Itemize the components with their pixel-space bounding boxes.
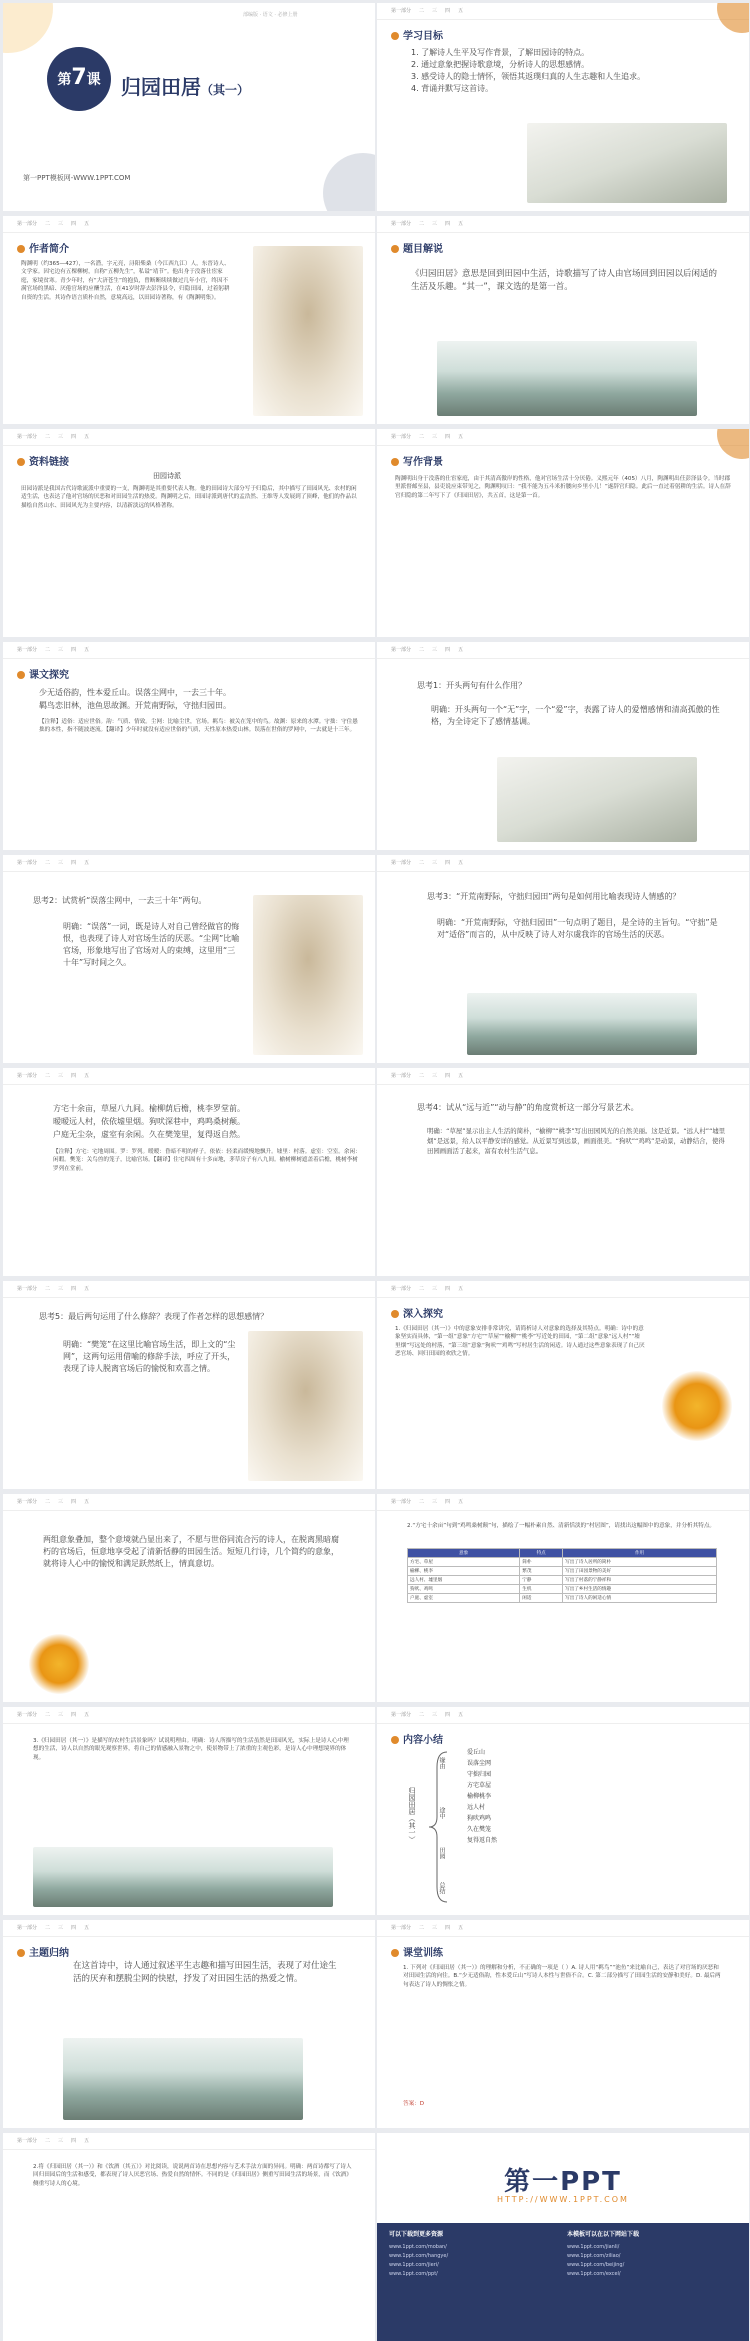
nav-tabs: 第一部分 二 三 四 五 <box>17 860 90 866</box>
table-cell: 方宅、草屋 <box>408 1558 520 1567</box>
nav-tabs: 第一部分 二 三 四 五 <box>391 1712 464 1718</box>
table-row <box>408 1594 717 1603</box>
bullet-icon <box>391 1736 399 1744</box>
slide-header <box>377 1494 749 1511</box>
answer: 明确：“开荒南野际，守拙归园田”一句点明了题目，是全诗的主旨句。“守拙”是对“适俗”而言的，从中反映了诗人对尔虞我诈的官场生活的厌恶。 <box>437 918 718 939</box>
section-title: 题目解说 <box>391 240 443 255</box>
link-item[interactable]: www.1ppt.com/hangye/ <box>389 2253 449 2259</box>
section-title: 写作背景 <box>391 453 443 468</box>
poem-line: 暧暧远人村，依依墟里烟。狗吠深巷中，鸡鸣桑树颠。 <box>53 1117 245 1126</box>
slide-analysis[interactable] <box>3 1494 375 1702</box>
slide-header <box>377 642 749 659</box>
landscape-illustration <box>527 123 727 203</box>
slide-question-6[interactable] <box>3 1707 375 1915</box>
accent-circle <box>3 3 53 53</box>
mindmap-branch: 途中 <box>438 1807 445 1819</box>
poet-portrait <box>253 246 363 416</box>
table-cell: 狗吠、鸡鸣 <box>408 1585 520 1594</box>
nav-tabs: 第一部分 二 三 四 五 <box>391 860 464 866</box>
nav-tabs: 第一部分 二 三 四 五 <box>17 2138 90 2144</box>
goal-list <box>411 47 731 95</box>
link-item[interactable]: www.1ppt.com/ppt/ <box>389 2271 438 2277</box>
link-item[interactable]: www.1ppt.com/beijing/ <box>567 2262 625 2268</box>
slide-question-4[interactable] <box>377 1068 749 1276</box>
goal-item: 3. 感受诗人的隐士情怀，领悟其返璞归真的人生志趣和人生追求。 <box>411 72 646 81</box>
slide-reference[interactable] <box>3 429 375 637</box>
reference-text: 田园诗派是我国古代诗歌流派中重要的一支，陶渊明是其重要代表人物。他的田园诗大部分写于归隐后，其中描写了田园风光、农村的闲适生活，也表达了他对官场的厌恶和对田园生活的热爱。陶渊明之后，田园诗派到唐代的孟浩然、王维等人发展到了顶峰，他们的作品以描绘自然山水、田园风光为主要内容，以清新淡远的风格著称。 <box>21 486 357 509</box>
goal-item: 2. 通过意象把握诗歌意境，分析诗人的思想感情。 <box>411 60 590 69</box>
answer: 明确：“草屋”显示出主人生活的简朴，“榆柳”“桃李”写出田园风光的自然美丽。这是近景。“远人村”“墟里烟”是远景，给人以平静安详的感觉。从近景写到远景，画面很美。“狗吠”“鸡鸣”是动景，动静结合，使得田园画面活了起来，富有农村生活气息。 <box>427 1127 726 1155</box>
analysis-text: 两组意象叠加，整个意境就凸显出来了，不愿与世俗同流合污的诗人，在脱离黑暗腐朽的官场后，恒意地享受起了清新恬静的田园生活。短短几行诗，几个简约的意象，就将诗人心中的愉悦和满足跃然纸上，情真意切。 <box>43 1535 339 1568</box>
slide-header <box>3 642 375 659</box>
accent-circle <box>323 153 375 211</box>
question: 思考4：试从“远与近”“动与静”的角度赏析这一部分写景艺术。 <box>417 1103 639 1112</box>
explore-text: 1.《归园田居（其一）》中的意象安排非常讲究，请简析诗人对意象的选择及其特点。明确：诗中的意象坚实而具体，“第一组”意象“方宅”“草屋”“榆柳”“桃李”写近处的田园，“第二组”意象“远人村”“墟里烟”写远处的村落，“第三组”意象“狗吠”“鸡鸣”写村居生活的闲适。诗人通过这些意象表现了自己厌恶官场、回归田园的欢欣之情。 <box>395 1326 645 1358</box>
table-header-row <box>408 1549 717 1558</box>
nav-tabs: 第一部分 二 三 四 五 <box>17 1073 90 1079</box>
slide-exercise[interactable] <box>377 1920 749 2128</box>
answer: 明确：“樊笼”在这里比喻官场生活，即上文的“尘网”，这两句运用借喻的修辞手法，呼应了开头，表现了诗人脱离官场后的愉悦和欢喜之情。 <box>63 1340 236 1373</box>
table-cell: 榆柳、桃李 <box>408 1567 520 1576</box>
table-cell: 写出了田园景物的美好 <box>563 1567 717 1576</box>
village-illustration <box>467 993 697 1055</box>
slide-header <box>377 1068 749 1085</box>
table-cell: 写出了村落的宁静祥和 <box>563 1576 717 1585</box>
nav-tabs: 第一部分 二 三 四 五 <box>391 434 464 440</box>
exercise-text: 1. 下列对《归园田居（其一）》的理解和分析，不正确的一项是（ ）A. 诗人用“羁鸟”“池鱼”来比喻自己，表达了对官场的厌恶和对田园生活的向往。B.“少无适俗韵，性本爱丘山”写诗人本性与世俗不合。C. 第二部分描写了田园生活的安静和美好。D. 最后两句表达了诗人的惆怅之情。 <box>403 1965 721 1988</box>
slide-header <box>3 429 375 446</box>
slide-question-3[interactable] <box>377 855 749 1063</box>
mindmap-item: 爱丘山 <box>467 1749 486 1756</box>
nav-tabs: 第一部分 二 三 四 五 <box>17 1499 90 1505</box>
mindmap-item: 榆柳桃李 <box>467 1793 492 1800</box>
poem-notes: 【注释】方宅：宅地周围。罗：罗列。暧暧：昏暗不明的样子。依依：轻柔而缓慢地飘升。墟里：村落。虚室：空室。余闲：闲暇。樊笼：关鸟兽的笼子，比喻官场。【翻译】住宅四周有十多亩地，茅草房子有八九间。榆树柳树遮盖着后檐，桃树李树罗列在堂前。 <box>53 1149 361 1172</box>
slide-title-explain[interactable] <box>377 216 749 424</box>
imagery-table <box>407 1548 717 1603</box>
brand-logo: 第一PPT <box>504 2167 622 2197</box>
table-cell: 写出了诗人居所的简朴 <box>563 1558 717 1567</box>
question: 思考5：最后两句运用了什么修辞？表现了作者怎样的思想感情？ <box>39 1312 269 1321</box>
mindmap-root: 归园田居（其一） <box>408 1787 416 1843</box>
table-header-cell: 作用 <box>563 1549 717 1558</box>
section-title: 内容小结 <box>391 1731 443 1746</box>
nav-tabs: 第一部分 二 三 四 五 <box>17 647 90 653</box>
table-cell: 繁茂 <box>520 1567 563 1576</box>
poem-line: 户庭无尘杂，虚室有余闲。久在樊笼里，复得返自然。 <box>53 1130 245 1139</box>
mindmap-branch: 缘由 <box>438 1757 445 1769</box>
poet-figure <box>248 1331 363 1481</box>
goal-item: 1. 了解诗人生平及写作背景，了解田园诗的特点。 <box>411 48 590 57</box>
link-item[interactable]: www.1ppt.com/moban/ <box>389 2244 447 2250</box>
chrysanthemum-illustration <box>29 1634 89 1694</box>
link-item[interactable]: www.1ppt.com/ziliao/ <box>567 2253 621 2259</box>
bullet-icon <box>391 458 399 466</box>
slide-header <box>377 1281 749 1298</box>
landscape-illustration <box>437 341 697 416</box>
nav-tabs: 第一部分 二 三 四 五 <box>391 1499 464 1505</box>
mindmap-branch: 总结 <box>438 1882 445 1894</box>
bullet-icon <box>391 245 399 253</box>
mindmap-item: 误落尘网 <box>467 1760 492 1767</box>
nav-tabs: 第一部分 二 三 四 五 <box>391 8 464 14</box>
slide-header <box>3 216 375 233</box>
lesson-badge-label: 第7课 <box>57 65 101 90</box>
mindmap-brace <box>427 1747 467 1907</box>
slide-deep-explore[interactable] <box>377 1281 749 1489</box>
slide-title-text: 归园田居（其一） <box>121 75 250 99</box>
nav-tabs: 第一部分 二 三 四 五 <box>391 647 464 653</box>
mindmap-branch: 田园 <box>438 1847 445 1859</box>
slide-header <box>377 3 749 20</box>
links-heading: 本模板可以在以下网站下载 <box>567 2231 640 2238</box>
slide-header <box>377 216 749 233</box>
slide-text-explore-1[interactable] <box>3 642 375 850</box>
slide-header <box>377 1707 749 1724</box>
link-list <box>567 2243 624 2279</box>
mindmap-item: 远人村 <box>467 1804 486 1811</box>
answer: 明确：“误落”一词，既是诗人对自己曾经做官的悔恨，也表现了诗人对官场生活的厌恶。“尘网”比喻官场，形象地写出了官场对人的束缚，这里用“三十年”写时间之久。 <box>63 922 240 967</box>
question-answer: 3.《归园田居（其一）》是描写的农村生活景象吗？试说明理由。明确：诗人所描写的生活虽然是田园风光，实际上是诗人心中理想的生活，诗人以自然的眼光观察世界，将自己的情感融入景物之中，使景物带上了浓重的主观色彩，是诗人心中理想境界的体现。 <box>33 1738 349 1761</box>
author-bio: 陶渊明（约365—427），一名潜，字元亮，浔阳柴桑（今江西九江）人，东晋诗人、文学家。因宅边有五棵柳树，自称“五柳先生”，私谥“靖节”。他出身于没落仕宦家庭，家境贫寒。青少年时，有“大济苍生”的抱负，曾断断续续做过几年小官，终因不满官场的黑暗、厌倦官场的应酬生活，在41岁时辞去彭泽县令，归隐田园，过着躬耕自资的生活。其诗作语言质朴自然，意境高远，以田园诗著称，有《陶渊明集》。 <box>21 261 230 301</box>
bullet-icon <box>391 1949 399 1957</box>
table-cell: 闲适 <box>520 1594 563 1603</box>
poet-figure <box>253 895 363 1055</box>
section-title: 课文探究 <box>17 666 69 681</box>
link-item[interactable]: www.1ppt.com/jieri/ <box>389 2262 439 2268</box>
goal-item: 4. 背诵并默写这首诗。 <box>411 84 494 93</box>
mindmap-item: 久在樊笼 <box>467 1826 492 1833</box>
slide-background[interactable] <box>377 429 749 637</box>
exercise-answer: 答案：D <box>403 2101 425 2107</box>
slide-header <box>3 1707 375 1724</box>
theme-text: 在这首诗中，诗人通过叙述平生志趣和描写田园生活，表现了对仕途生活的厌弃和摆脱尘网的快慰，抒发了对田园生活的热爱之情。 <box>73 1961 337 1984</box>
link-item[interactable]: www.1ppt.com/excel/ <box>567 2271 621 2277</box>
nav-tabs: 第一部分 二 三 四 五 <box>391 221 464 227</box>
ink-painting <box>497 757 697 842</box>
section-title: 课堂训练 <box>391 1944 443 1959</box>
mindmap-items <box>467 1747 497 1846</box>
poem-line: 少无适俗韵，性本爱丘山。误落尘网中，一去三十年。 <box>39 688 231 697</box>
slide-compare[interactable] <box>3 2133 375 2341</box>
mindmap-item: 守拙归园 <box>467 1771 492 1778</box>
slide-header <box>3 1494 375 1511</box>
compare-text: 2.将《归园田居（其一）》和《饮酒（其五）》对比阅读，说说两首诗在思想内容与艺术手法方面的异同。明确：两首诗都写了诗人回归田园后的生活和感受，都表现了诗人厌恶官场、热爱自然的情怀。不同的是《归园田居》侧重写田园生活的场景，而《饮酒》侧重写诗人的心境。 <box>33 2164 352 2187</box>
nav-tabs: 第一部分 二 三 四 五 <box>17 434 90 440</box>
poem-line: 羁鸟恋旧林，池鱼思故渊。开荒南野际，守拙归园田。 <box>39 701 231 710</box>
landscape-illustration <box>33 1847 333 1907</box>
section-title: 学习目标 <box>391 27 443 42</box>
table-row <box>408 1558 717 1567</box>
slide-author[interactable] <box>3 216 375 424</box>
sub-heading: 田园诗派 <box>153 472 181 480</box>
nav-tabs: 第一部分 二 三 四 五 <box>17 221 90 227</box>
link-list <box>389 2243 448 2279</box>
links-heading: 可以下载到更多资源 <box>389 2231 444 2238</box>
question: 思考1：开头两句有什么作用？ <box>417 681 527 690</box>
slide-ending[interactable] <box>377 2133 749 2341</box>
nav-tabs: 第一部分 二 三 四 五 <box>391 1925 464 1931</box>
slide-header <box>3 1281 375 1298</box>
brand-url[interactable]: HTTP://WWW.1PPT.COM <box>497 2195 629 2204</box>
question: 思考3：“开荒南野际，守拙归园田”两句是如何用比喻表现诗人情感的？ <box>427 892 681 901</box>
table-cell: 户庭、虚室 <box>408 1594 520 1603</box>
section-title: 作者简介 <box>17 240 69 255</box>
chrysanthemum-illustration <box>662 1371 732 1441</box>
section-title: 主题归纳 <box>17 1944 69 1959</box>
table-row <box>408 1567 717 1576</box>
slide-table[interactable] <box>377 1494 749 1702</box>
site-label: 第一PPT模板网-WWW.1PPT.COM <box>23 174 131 182</box>
slide-header <box>3 2133 375 2150</box>
slide-header <box>377 1920 749 1937</box>
logo-area <box>377 2133 749 2223</box>
nav-tabs: 第一部分 二 三 四 五 <box>17 1925 90 1931</box>
accent-circle <box>717 3 749 33</box>
slide-question-5[interactable] <box>3 1281 375 1489</box>
mindmap-item: 复得返自然 <box>467 1837 498 1844</box>
accent-circle <box>717 429 749 459</box>
link-item[interactable]: www.1ppt.com/jianli/ <box>567 2244 620 2250</box>
table-row <box>408 1576 717 1585</box>
bullet-icon <box>17 1949 25 1957</box>
title-explanation: 《归园田居》意思是回到田园中生活，诗歌描写了诗人由官场回到田园以后闲适的生活及乐趣。“其一”，课文选的是第一首。 <box>411 269 718 292</box>
table-cell: 写出了乡村生活的情趣 <box>563 1585 717 1594</box>
slide-text-explore-2[interactable] <box>3 1068 375 1276</box>
table-row <box>408 1585 717 1594</box>
slide-header <box>377 429 749 446</box>
poem-lines <box>53 1102 363 1141</box>
question: 思考2：试赏析“误落尘网中，一去三十年”两句。 <box>33 896 207 905</box>
poem-lines <box>39 686 359 712</box>
bullet-icon <box>391 32 399 40</box>
slide-theme[interactable] <box>3 1920 375 2128</box>
nav-tabs: 第一部分 二 三 四 五 <box>391 1286 464 1292</box>
table-header-cell: 特点 <box>520 1549 563 1558</box>
landscape-illustration <box>63 2038 303 2120</box>
slide-header <box>3 855 375 872</box>
section-title: 深入探究 <box>391 1305 443 1320</box>
background-text: 陶渊明出身于没落的仕宦家庭，由于其清高傲岸的性格，他对官场生活十分厌倦。义熙元年（405）八月，陶渊明出任彭泽县令。当时郡里派督邮至县，县吏说应束带见之，陶渊明叹曰：“我不能为五斗米折腰向乡里小儿！”遂辞官归隐。此后一直过着躬耕的生活。诗人在辞官归隐的第二年写下了《归园田居》，共五首，这是第一首。 <box>395 476 731 499</box>
nav-tabs: 第一部分 二 三 四 五 <box>17 1712 90 1718</box>
slide-title[interactable] <box>3 3 375 211</box>
top-line: 部编版 · 语文 · 必修上册 <box>243 12 298 18</box>
slide-header <box>377 855 749 872</box>
bullet-icon <box>17 671 25 679</box>
slide-summary[interactable] <box>377 1707 749 1915</box>
slide-goals[interactable] <box>377 3 749 211</box>
bullet-icon <box>17 458 25 466</box>
slide-question-1[interactable] <box>377 642 749 850</box>
table-cell: 写出了诗人的闲适心情 <box>563 1594 717 1603</box>
bullet-icon <box>391 1310 399 1318</box>
answer: 明确：开头两句一个“无”字，一个“爱”字，表露了诗人的爱憎感情和清高孤傲的性格，为全诗定下了感情基调。 <box>431 705 720 726</box>
table-cell: 宁静 <box>520 1576 563 1585</box>
nav-tabs: 第一部分 二 三 四 五 <box>391 1073 464 1079</box>
section-title: 资料链接 <box>17 453 69 468</box>
poem-line: 方宅十余亩，草屋八九间。榆柳荫后檐，桃李罗堂前。 <box>53 1104 245 1113</box>
mindmap-item: 方宅草屋 <box>467 1782 492 1789</box>
slide-question-2[interactable] <box>3 855 375 1063</box>
slide-header <box>3 1920 375 1937</box>
table-cell: 简朴 <box>520 1558 563 1567</box>
links-panel <box>377 2223 749 2341</box>
table-cell: 生机 <box>520 1585 563 1594</box>
table-header-cell: 意象 <box>408 1549 520 1558</box>
question: 2.“方宅十余亩”句到“鸡鸣桑树颠”句，描绘了一幅朴素自然、清新恬淡的“村居图”，请找出这幅图中的意象，并分析其特点。 <box>407 1523 716 1529</box>
nav-tabs: 第一部分 二 三 四 五 <box>17 1286 90 1292</box>
bullet-icon <box>17 245 25 253</box>
poem-notes: 【注释】适俗：适应世俗。韵：气质、情致。尘网：比喻尘世，官场。羁鸟：被关在笼中的鸟。故渊：原来的水潭。守拙：守住愚拙的本性，指不随波逐流。【翻译】少年时就没有适应世俗的气质，天性原本热爱山林。误落在世俗的罗网中，一去就是十三年。 <box>39 719 358 734</box>
slide-header <box>3 1068 375 1085</box>
table-cell: 远人村、墟里烟 <box>408 1576 520 1585</box>
mindmap-item: 狗吠鸡鸣 <box>467 1815 492 1822</box>
